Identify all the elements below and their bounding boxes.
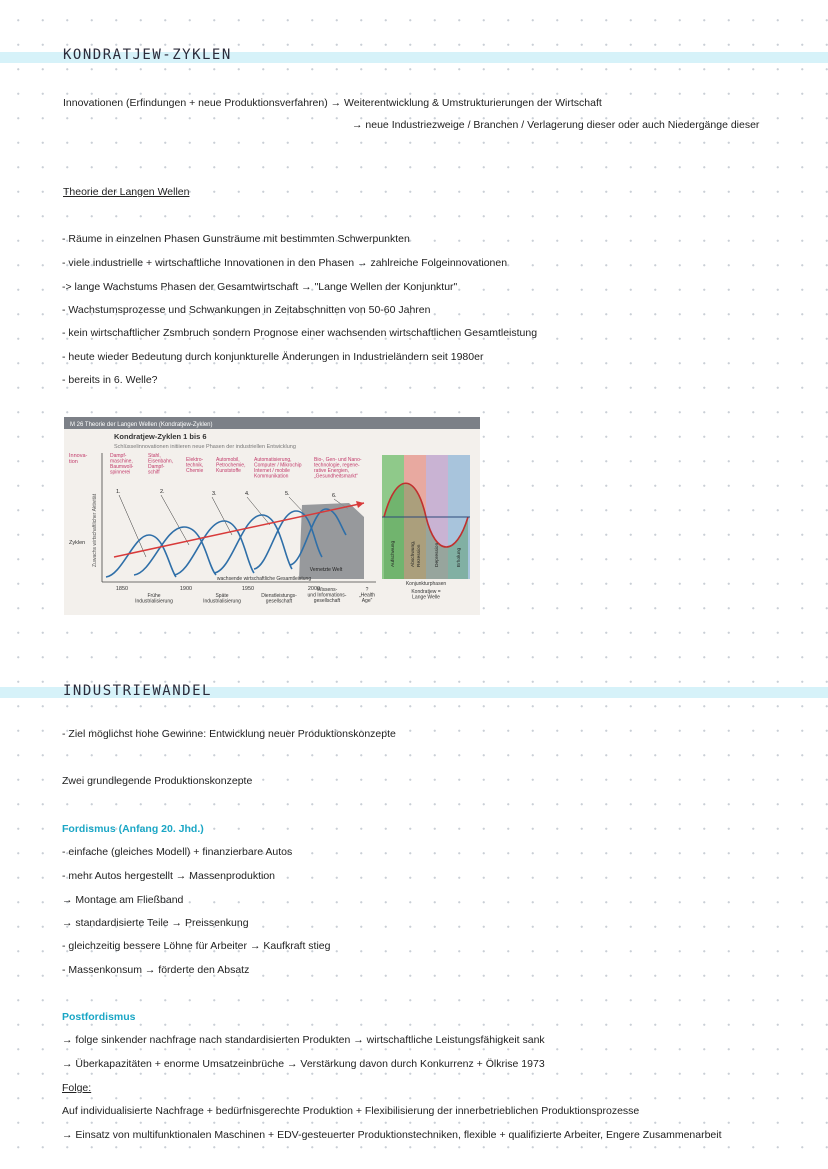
kondratjew-diagram: [64, 417, 480, 615]
section-title-industriewandel: INDUSTRIEWANDEL: [63, 683, 212, 699]
era-label-5: ? „Health Age“: [358, 587, 376, 604]
y-axis-label: Zuwachs wirtschaftlicher Aktivität: [92, 493, 98, 567]
innovation-text-6: Bio-, Gen- und Nano-technologie, regene-rative Energien, „Gesundheitsmarkt“: [314, 457, 362, 480]
goal-line: - Ziel möglichst hohe Gewinne: Entwicklung neuer Produktionskonzepte: [62, 728, 396, 740]
figure-header: M 26 Theorie der Langen Wellen (Kondratjew-Zyklen): [70, 422, 213, 428]
section-title-kondratjew: KONDRATJEW-ZYKLEN: [63, 47, 232, 63]
bullet-item: - viele industrielle + wirtschaftliche Innovationen in den Phasen → zahlreiche Folgeinnovationen: [62, 257, 508, 269]
postfordism-item: → folge sinkender nachfrage nach standardisierten Produkten → wirtschaftliche Leistungsfähigkeit sank: [62, 1034, 545, 1046]
svg-text:5.: 5.: [285, 491, 290, 497]
era-label-2: Späte Industrialisierung: [203, 593, 241, 605]
era-label-1: Frühe Industrialisierung: [135, 593, 173, 605]
fordism-title: Fordismus (Anfang 20. Jhd.): [62, 823, 204, 835]
figure-subtitle: Schlüsselinnovationen initiieren neue Phasen der industriellen Entwicklung: [114, 444, 296, 450]
innovation-text-1: Dampf-maschine, Baumwoll-spinnerei: [110, 453, 134, 476]
svg-text:2.: 2.: [160, 489, 165, 495]
svg-text:1900: 1900: [179, 586, 193, 592]
svg-text:6.: 6.: [332, 493, 337, 499]
legend-label: Kondratjew = Lange Welle: [411, 589, 441, 601]
fordism-item: - mehr Autos hergestellt → Massenproduktion: [62, 870, 276, 882]
innovation-text-5: Automatisierung, Computer / Mikrochip Internet / mobile Kommunikation: [254, 457, 302, 480]
figure-title: Kondratjew-Zyklen 1 bis 6: [114, 432, 207, 441]
innovation-text-2: Stahl, Eisenbahn, Dampf-schiff: [148, 453, 174, 476]
svg-text:3.: 3.: [212, 491, 217, 497]
kondratjew-diagram-photo: [64, 417, 480, 615]
svg-text:Aufschwung: Aufschwung: [391, 540, 396, 567]
concepts-line: Zwei grundlegende Produktionskonzepte: [62, 775, 253, 787]
svg-text:Abschwung,: Abschwung,: [411, 540, 416, 567]
svg-text:2000: 2000: [307, 586, 321, 592]
bullet-item: - Wachstumsprozesse und Schwankungen in Zeitabschnitten von 50-60 Jahren: [62, 304, 431, 316]
postfordism-item: → Einsatz von multifunktionalen Maschinen + EDV-gesteuerter Produktionstechniken, flexible + qualifizierte Arbeiter, Engere Zusammenarbeit: [62, 1129, 722, 1141]
subheading-lange-wellen: Theorie der Langen Wellen: [63, 186, 190, 198]
svg-text:1.: 1.: [116, 489, 121, 495]
era-label-4: Wissens-und Informations-gesellschaft: [307, 587, 347, 604]
svg-text:Erholung: Erholung: [457, 547, 462, 567]
bullet-item: -> lange Wachstums Phasen der Gesamtwirtschaft → "Lange Wellen der Konjunktur": [62, 281, 458, 293]
svg-text:1850: 1850: [115, 586, 129, 592]
era-label-3: Dienstleistungs-gesellschaft: [261, 593, 297, 605]
fordism-item: → Montage am Fließband: [62, 894, 184, 906]
intro-line-2: → neue Industriezweige / Branchen / Verlagerung dieser oder auch Niedergänge dieser: [352, 119, 760, 131]
fordism-item: → standardisierte Teile → Preissenkung: [62, 917, 249, 929]
fordism-item: - Massenkonsum → förderte den Absatz: [62, 964, 250, 976]
svg-text:4.: 4.: [245, 491, 250, 497]
svg-text:Depression: Depression: [435, 542, 440, 567]
intro-line-1: Innovationen (Erfindungen + neue Produktionsverfahren) → Weiterentwicklung & Umstrukturierungen der Wirtschaft: [63, 97, 602, 109]
bullet-item: - kein wirtschaftlicher Zsmbruch sondern Prognose einer wachsenden wirtschaftlichen Gesamtleistung: [62, 327, 538, 339]
svg-text:Rezession: Rezession: [417, 544, 422, 567]
postfordism-item: Auf individualisierte Nachfrage + bedürfnisgerechte Produktion + Flexibilisierung der innerbetrieblichen Produktionsprozesse: [62, 1105, 640, 1117]
postfordism-title: Postfordismus: [62, 1011, 136, 1023]
folge-label: Folge:: [62, 1082, 92, 1094]
cycles-label: Zyklen: [69, 540, 86, 546]
bullet-item: - heute wieder Bedeutung durch konjunkturelle Änderungen in Industrieländern seit 1980er: [62, 351, 484, 363]
innovation-text-4: Automobil, Petrochemie, Kunststoffe: [216, 457, 246, 474]
innovation-text-3: Elektro-technik, Chemie: [186, 457, 204, 474]
postfordism-item: → Überkapazitäten + enorme Umsatzeinbrüche → Verstärkung davon durch Konkurrenz + Ölkrise 1973: [62, 1058, 545, 1070]
bullet-item: - bereits in 6. Welle?: [62, 374, 158, 386]
konjunktur-label: Konjunkturphasen: [405, 581, 447, 587]
svg-text:1950: 1950: [241, 586, 255, 592]
fordism-item: - gleichzeitig bessere Löhne für Arbeiter → Kaufkraft stieg: [62, 940, 331, 952]
bullet-item: - Räume in einzelnen Phasen Gunsträume mit bestimmten Schwerpunkten: [62, 233, 410, 245]
innovation-label: Innova-tion: [69, 453, 88, 465]
growing-output-label: wachsende wirtschaftliche Gesamtleistung: [216, 576, 312, 582]
networked-world-label: Vernetzte Welt: [309, 567, 343, 573]
fordism-item: - einfache (gleiches Modell) + finanzierbare Autos: [62, 846, 293, 858]
